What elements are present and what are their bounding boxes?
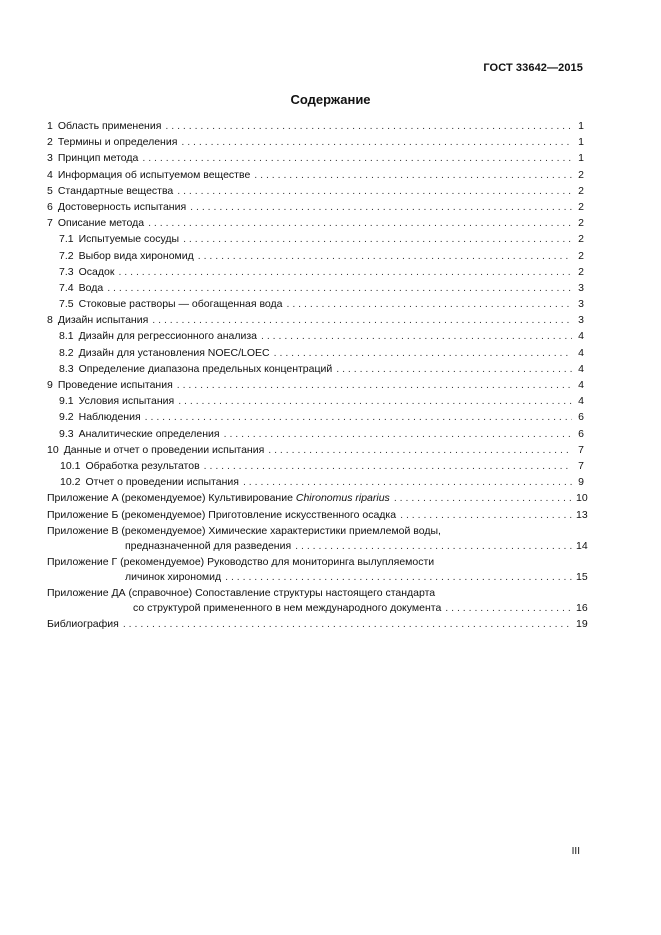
toc-entry-label: Определение диапазона предельных концентраций — [78, 362, 333, 375]
table-of-contents — [47, 118, 588, 632]
toc-entry-7-4[interactable] — [47, 280, 584, 296]
toc-entry-label: Условия испытания — [78, 395, 175, 408]
toc-entry-page: 7 — [578, 443, 584, 456]
dot-leader — [198, 248, 572, 264]
toc-entry-10-1[interactable] — [47, 458, 584, 474]
dot-leader — [224, 426, 572, 442]
dot-leader — [394, 490, 572, 506]
toc-entry-number: 8 — [47, 314, 53, 327]
toc-entry-label: Дизайн для регрессионного анализа — [78, 330, 257, 343]
toc-entry-label: Обработка результатов — [85, 459, 200, 472]
toc-entry-label: Принцип метода — [57, 152, 139, 165]
toc-entry-label: Дизайн для установления NOEC/LOEC — [78, 346, 270, 359]
toc-entry-page: 15 — [576, 570, 588, 583]
toc-entry-page: 1 — [578, 152, 584, 165]
toc-entry-label: Область применения — [57, 120, 162, 132]
toc-entry-number: 9.2 — [59, 411, 74, 424]
toc-entry-label: Отчет о проведении испытания — [85, 476, 239, 489]
toc-entry-line — [47, 600, 588, 616]
toc-entry-label: Вода — [78, 281, 104, 294]
toc-entry-page: 2 — [578, 184, 584, 197]
toc-title: Содержание — [290, 92, 371, 107]
toc-entry-1[interactable] — [47, 118, 584, 134]
dot-leader — [123, 616, 572, 632]
toc-entry-label: Приложение В (рекомендуемое) Химические характеристики приемлемой воды, — [47, 524, 441, 537]
dot-leader — [445, 600, 572, 616]
dot-leader — [181, 134, 572, 150]
toc-entry-page: 4 — [578, 395, 584, 408]
dot-leader — [148, 215, 572, 231]
toc-entry-7-5[interactable] — [47, 296, 584, 312]
toc-entry-9-1[interactable] — [47, 393, 584, 409]
dot-leader — [183, 231, 572, 247]
toc-entry-line — [47, 538, 588, 554]
toc-entry-label: Приложение ДА (справочное) Сопоставление структуры настоящего стандарта — [47, 587, 436, 600]
toc-entry-page: 7 — [578, 459, 584, 472]
toc-entry-label-cont: предназначенной для разведения — [125, 539, 292, 552]
toc-entry-page: 4 — [578, 330, 584, 343]
toc-entry-label: Данные и отчет о проведении испытания — [63, 443, 265, 456]
toc-entry-line — [47, 585, 584, 600]
dot-leader — [177, 183, 572, 199]
toc-entry-7-1[interactable] — [47, 231, 584, 247]
toc-entry-line — [47, 569, 588, 585]
toc-entry-page: 1 — [578, 136, 584, 149]
toc-appendix-a[interactable] — [47, 490, 588, 506]
toc-entry-page: 19 — [576, 618, 588, 631]
dot-leader — [274, 345, 572, 361]
dot-leader — [152, 312, 572, 328]
toc-entry-page: 2 — [578, 265, 584, 278]
toc-appendix-g[interactable] — [47, 554, 588, 585]
toc-entry-label: Достоверность испытания — [57, 200, 187, 213]
toc-entry-9-2[interactable] — [47, 409, 584, 425]
toc-entry-label: Информация об испытуемом веществе — [57, 168, 251, 181]
toc-entry-number: 7 — [47, 217, 53, 230]
dot-leader — [336, 361, 572, 377]
toc-entry-page: 2 — [578, 217, 584, 230]
dot-leader — [165, 118, 572, 134]
toc-entry-6[interactable] — [47, 199, 584, 215]
toc-entry-8-2[interactable] — [47, 345, 584, 361]
toc-entry-8-3[interactable] — [47, 361, 584, 377]
toc-entry-7[interactable] — [47, 215, 584, 231]
toc-entry-10-2[interactable] — [47, 474, 584, 490]
dot-leader — [107, 280, 572, 296]
toc-entry-2[interactable] — [47, 134, 584, 150]
toc-appendix-v[interactable] — [47, 523, 588, 554]
toc-entry-9[interactable] — [47, 377, 584, 393]
toc-entry-4[interactable] — [47, 167, 584, 183]
toc-entry-page: 2 — [578, 168, 584, 181]
toc-entry-label: Аналитические определения — [78, 427, 220, 440]
toc-entry-8[interactable] — [47, 312, 584, 328]
dot-leader — [118, 264, 572, 280]
toc-entry-label: Приложение Г (рекомендуемое) Руководство для мониторинга вылупляемости — [47, 555, 435, 568]
toc-entry-number: 7.5 — [59, 298, 74, 311]
toc-entry-number: 8.1 — [59, 330, 74, 343]
toc-entry-page: 2 — [578, 249, 584, 262]
document-code: ГОСТ 33642—2015 — [483, 62, 583, 74]
toc-entry-label: Термины и определения — [57, 136, 178, 149]
page-number: III — [571, 846, 580, 857]
dot-leader — [190, 199, 572, 215]
dot-leader — [178, 393, 572, 409]
toc-entry-number: 6 — [47, 200, 53, 213]
species-name: Chironomus riparius — [295, 492, 390, 505]
toc-entry-number: 9.3 — [59, 427, 74, 440]
toc-entry-label: Испытуемые сосуды — [78, 233, 180, 246]
toc-entry-label: Выбор вида хирономид — [78, 249, 194, 262]
toc-entry-label: Осадок — [78, 265, 115, 278]
toc-entry-page: 4 — [578, 346, 584, 359]
toc-entry-page: 6 — [578, 411, 584, 424]
toc-entry-number: 7.4 — [59, 281, 74, 294]
dot-leader — [177, 377, 572, 393]
toc-entry-page: 14 — [576, 539, 588, 552]
toc-entry-number: 4 — [47, 168, 53, 181]
toc-entry-page: 1 — [578, 120, 584, 132]
toc-entry-page: 6 — [578, 427, 584, 440]
toc-entry-10[interactable] — [47, 442, 584, 458]
toc-entry-9-3[interactable] — [47, 426, 584, 442]
toc-entry-page: 3 — [578, 298, 584, 311]
toc-entry-page: 3 — [578, 281, 584, 294]
dot-leader — [243, 474, 572, 490]
dot-leader — [145, 409, 572, 425]
toc-entry-number: 9 — [47, 379, 53, 391]
dot-leader — [261, 328, 572, 344]
toc-entry-number: 10 — [47, 443, 59, 456]
dot-leader — [204, 458, 572, 474]
toc-entry-page: 3 — [578, 314, 584, 327]
toc-entry-number: 1 — [47, 120, 53, 132]
dot-leader — [268, 442, 572, 458]
toc-entry-page: 2 — [578, 233, 584, 246]
toc-entry-number: 10.2 — [60, 476, 81, 489]
toc-entry-label-cont: личинок хирономид — [125, 570, 222, 583]
toc-entry-page: 2 — [578, 200, 584, 213]
toc-entry-number: 8.3 — [59, 362, 74, 375]
toc-entry-label: Описание метода — [57, 217, 145, 230]
toc-entry-label: Дизайн испытания — [57, 314, 149, 327]
toc-entry-number: 2 — [47, 136, 53, 149]
toc-entry-line — [47, 554, 584, 569]
toc-entry-number: 8.2 — [59, 346, 74, 359]
toc-entry-5[interactable] — [47, 183, 584, 199]
toc-appendix-da[interactable] — [47, 585, 588, 616]
toc-entry-number: 7.3 — [59, 265, 74, 278]
toc-entry-page: 16 — [576, 602, 588, 615]
toc-entry-label-cont: со структурой примененного в нем международного документа — [133, 602, 442, 615]
toc-entry-label: Приложение Б (рекомендуемое) Приготовление искусственного осадка — [47, 508, 397, 521]
toc-entry-number: 9.1 — [59, 395, 74, 408]
toc-entry-number: 10.1 — [60, 459, 81, 472]
toc-entry-3[interactable] — [47, 150, 584, 166]
dot-leader — [400, 507, 572, 523]
toc-entry-number: 7.1 — [59, 233, 74, 246]
toc-entry-page: 10 — [576, 492, 588, 505]
dot-leader — [225, 569, 572, 585]
toc-entry-label: Приложение А (рекомендуемое) Культивирование Chironomus riparius — [47, 492, 390, 505]
dot-leader — [295, 538, 572, 554]
toc-entry-8-1[interactable] — [47, 328, 584, 344]
toc-bibliography[interactable] — [47, 616, 588, 632]
dot-leader — [142, 150, 572, 166]
toc-entry-7-2[interactable] — [47, 248, 584, 264]
toc-entry-7-3[interactable] — [47, 264, 584, 280]
toc-entry-number: 5 — [47, 184, 53, 197]
toc-entry-label: Проведение испытания — [57, 379, 173, 391]
toc-entry-number: 7.2 — [59, 249, 74, 262]
toc-appendix-b[interactable] — [47, 507, 588, 523]
toc-entry-page: 4 — [578, 379, 584, 391]
toc-entry-label: Стоковые растворы — обогащенная вода — [78, 298, 283, 311]
toc-entry-label: Библиография — [47, 618, 119, 631]
toc-entry-line — [47, 523, 584, 538]
dot-leader — [254, 167, 572, 183]
dot-leader — [286, 296, 572, 312]
toc-entry-label: Стандартные вещества — [57, 184, 174, 197]
toc-entry-page: 4 — [578, 362, 584, 375]
toc-entry-label: Наблюдения — [78, 411, 141, 424]
toc-entry-number: 3 — [47, 152, 53, 165]
toc-entry-page: 9 — [578, 476, 584, 489]
toc-entry-page: 13 — [576, 508, 588, 521]
